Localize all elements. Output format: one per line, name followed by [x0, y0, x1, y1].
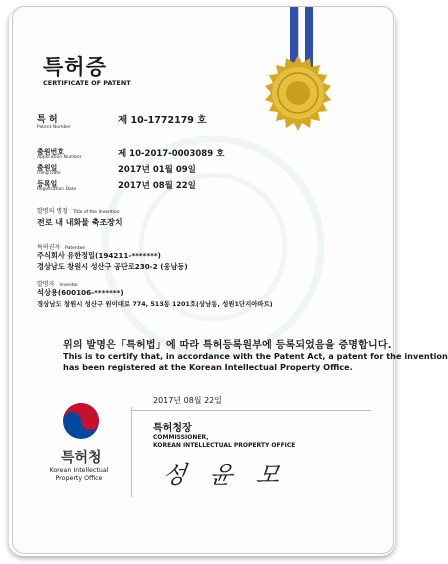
divider-horizontal	[131, 410, 371, 411]
commissioner-title: 특허청장	[153, 423, 192, 434]
registration-date-value: 2017년 08월 22일	[118, 181, 196, 191]
statement-en-line2: has been registered at the Korean Intellectual Property Office.	[63, 362, 353, 372]
filing-date-value: 2017년 01월 09일	[118, 165, 196, 175]
certification-statement-en	[63, 351, 448, 373]
certificate-title: 특허증	[43, 55, 107, 79]
invention-label-kr: 발명의 명칭	[37, 208, 68, 215]
patentee-label-en: Patentee	[65, 246, 86, 251]
inventor-label-kr: 발명자	[37, 281, 55, 288]
gold-seal-icon	[258, 53, 338, 133]
commissioner-en-line1: COMMISSIONER,	[153, 434, 209, 441]
patentee-label	[37, 242, 85, 251]
certification-statement-kr: 위의 발명은「특허법」에 따라 특허등록원부에 등록되었음을 증명합니다.	[63, 340, 392, 351]
application-number-value: 제 10-2017-0003089 호	[118, 149, 225, 159]
taegeuk-logo-icon	[61, 401, 101, 441]
commissioner-title-en	[153, 434, 295, 450]
invention-label-en: Title of the Invention	[72, 210, 120, 215]
commissioner-en-line2: KOREAN INTELLECTUAL PROPERTY OFFICE	[153, 442, 296, 449]
registration-date-label: 등록일	[37, 180, 58, 188]
patent-certificate	[12, 6, 448, 554]
patentee-label-kr: 특허권자	[37, 244, 61, 251]
filing-date-label-en: Filing Date	[37, 171, 61, 176]
patent-number-value: 제 10-1772179 호	[118, 115, 207, 126]
patentee-address: 경상남도 창원시 성산구 공단로230-2 (웅남동)	[37, 262, 188, 271]
office-en-line2: Property Office	[55, 475, 103, 482]
invention-title-label	[37, 206, 120, 215]
inventor-name: 석상용(600106-*******)	[37, 288, 124, 297]
application-number-label-en: Application Number	[37, 155, 82, 160]
filing-date-label: 출원일	[37, 164, 58, 172]
divider-vertical	[131, 407, 132, 497]
issue-date: 2017년 08월 22일	[153, 396, 222, 405]
office-name-en	[47, 467, 111, 483]
registration-date-label-en: Registration Date	[37, 187, 77, 192]
statement-en-line1: This is to certify that, in accordance with the Patent Act, a patent for the invention	[63, 351, 448, 361]
invention-title-value: 전로 내 내화물 축조장치	[37, 218, 123, 227]
inventor-address: 경상남도 창원시 성산구 원이대로 774, 513동 1201호(상남동, 성원1단지아파트)	[37, 300, 273, 308]
inventor-label	[37, 279, 78, 288]
inventor-label-en: Inventor	[59, 283, 79, 288]
commissioner-signature: 성 윤 모	[160, 461, 290, 489]
patent-number-label-en: Patent Number	[37, 125, 71, 130]
office-en-line1: Korean Intellectual	[49, 467, 109, 474]
patentee-name: 주식회사 유한정밀(194211-*******)	[37, 251, 161, 260]
patent-number-label: 특 허	[37, 115, 58, 125]
office-name: 특허청	[61, 450, 102, 466]
certificate-title-en: CERTIFICATE OF PATENT	[43, 79, 131, 87]
application-number-label: 출원번호	[37, 148, 65, 156]
